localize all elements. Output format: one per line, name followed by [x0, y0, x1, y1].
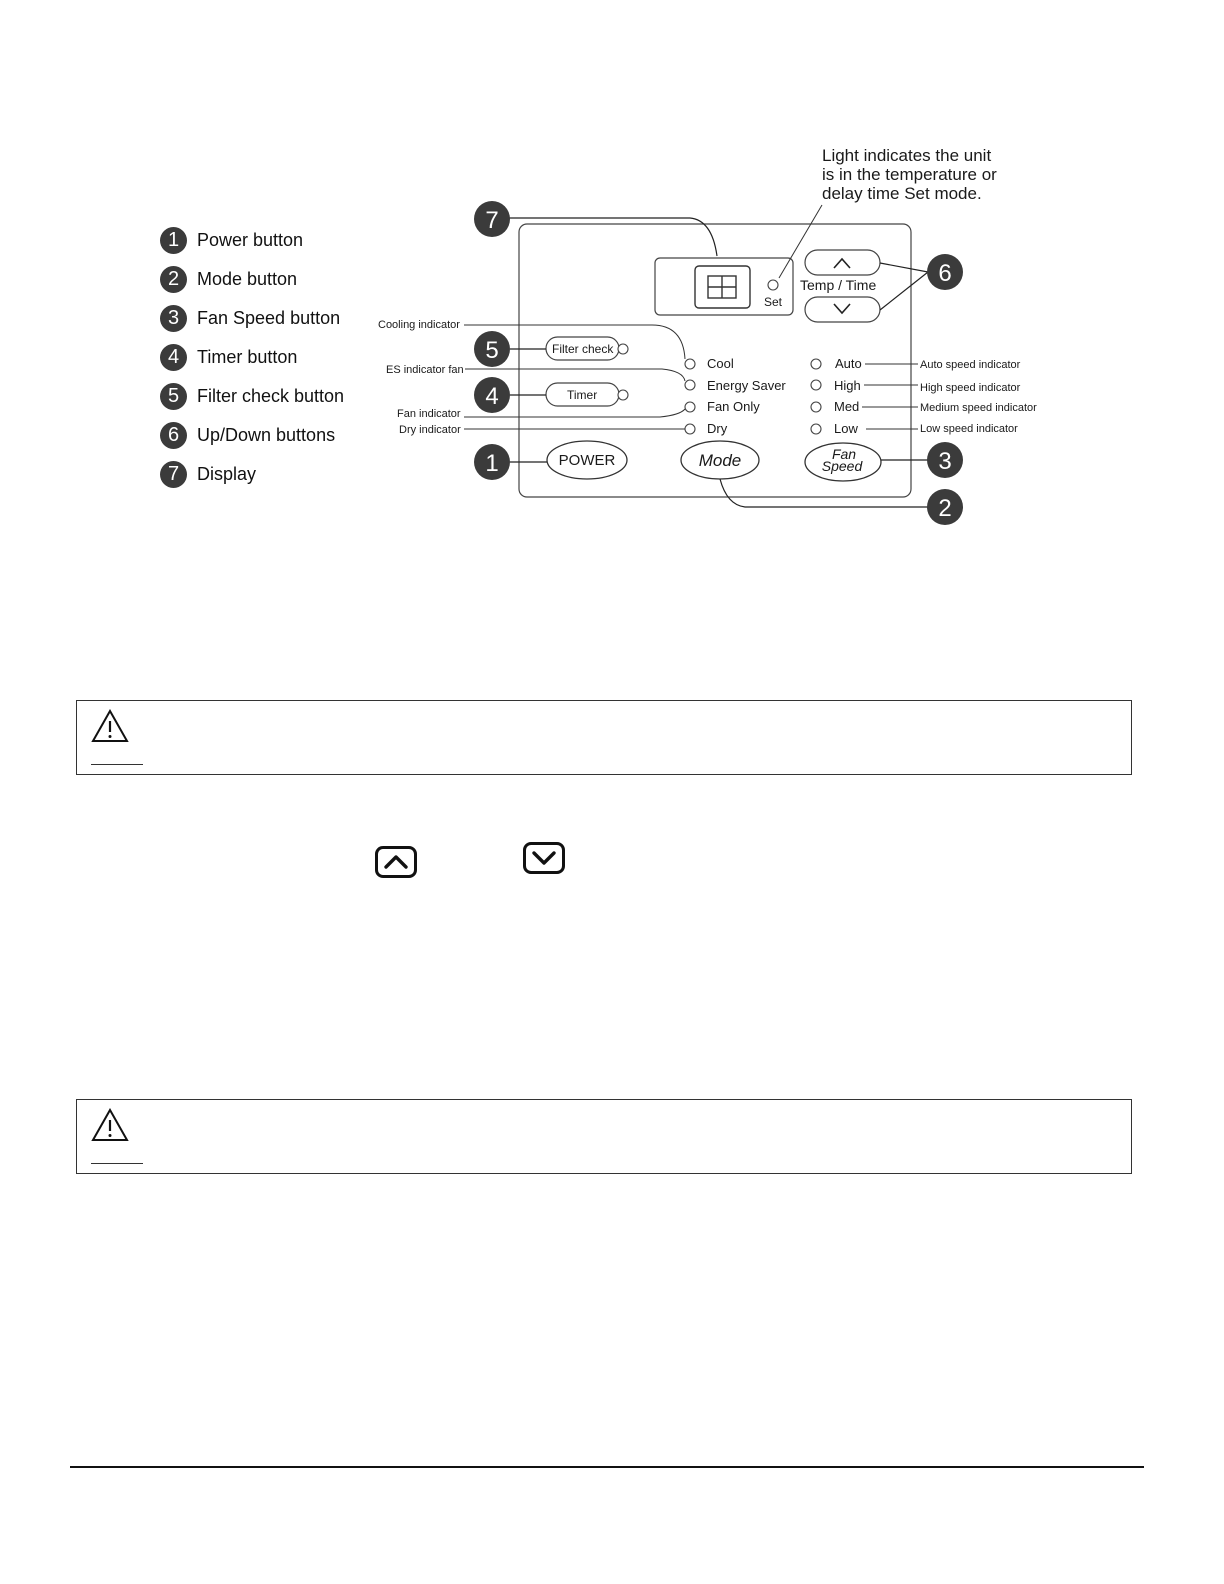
- energy-saver-indicator-led: [685, 380, 695, 390]
- chevron-down-icon: [523, 842, 565, 874]
- legend-item-timer: [160, 343, 297, 371]
- warning-triangle-icon: [91, 1108, 129, 1142]
- timer-led: [618, 390, 628, 400]
- low-speed-led: [811, 424, 821, 434]
- legend-label: Power button: [197, 229, 304, 250]
- high-speed-callout: High speed indicator: [920, 382, 1021, 394]
- legend-badge: 1: [160, 227, 187, 254]
- fan-indicator-callout: Fan indicator: [397, 408, 461, 420]
- chevron-up-icon: [375, 846, 417, 878]
- legend-badge: 7: [160, 461, 187, 488]
- svg-text:Light indicates the unit i: [822, 146, 1002, 203]
- badge-7-num: 7: [485, 207, 499, 234]
- mode-dry-label: Dry: [707, 421, 728, 436]
- temp-time-label: Temp / Time: [800, 277, 877, 293]
- legend-item-fan-speed: [160, 304, 340, 332]
- cool-indicator-led: [685, 359, 695, 369]
- speed-high-label: High: [834, 378, 861, 393]
- speed-label: Speed: [821, 458, 863, 474]
- low-speed-callout: Low speed indicator: [920, 423, 1018, 435]
- speed-med-label: Med: [834, 399, 860, 414]
- dry-indicator-callout: Dry indicator: [399, 424, 461, 436]
- note-box-1: [76, 700, 1132, 775]
- display-segments: [708, 276, 736, 298]
- legend-label: Fan Speed button: [197, 307, 341, 328]
- set-label: Set: [764, 295, 783, 309]
- speed-low-label: Low: [834, 421, 858, 436]
- mode-cool-label: Cool: [707, 356, 734, 371]
- set-indicator-led: [768, 280, 778, 290]
- legend-label: Filter check button: [197, 385, 345, 406]
- dry-indicator-led: [685, 424, 695, 434]
- warning-triangle-icon: [91, 709, 129, 743]
- es-indicator-callout: ES indicator fan: [386, 364, 464, 376]
- legend-item-display: [160, 460, 256, 488]
- badge-3-num: 3: [938, 448, 952, 475]
- footer-divider: [70, 1466, 1144, 1468]
- med-speed-led: [811, 402, 821, 412]
- legend-badge: 2: [160, 266, 187, 293]
- badge-6-num: 6: [938, 260, 952, 287]
- badge-5-num: 5: [485, 337, 499, 364]
- set-note-line-1: Light indicates the unit: [822, 146, 992, 165]
- note-underline: [91, 1163, 143, 1164]
- set-note-line-2: is in the temperature or: [822, 165, 997, 184]
- filter-check-label: Filter check: [552, 342, 614, 356]
- legend-badge: 4: [160, 344, 187, 371]
- set-note-line-3: delay time Set mode.: [822, 184, 982, 203]
- legend-label: Timer button: [197, 346, 298, 367]
- legend-item-up-down: [160, 421, 335, 449]
- auto-speed-led: [811, 359, 821, 369]
- legend-item-power: [160, 226, 303, 254]
- mode-energy-saver-label: Energy Saver: [707, 378, 786, 393]
- filter-check-led: [618, 344, 628, 354]
- down-button[interactable]: [805, 297, 880, 322]
- legend-badge: 3: [160, 305, 187, 332]
- badge-4-num: 4: [485, 383, 499, 410]
- legend-label: Display: [197, 463, 257, 484]
- note-box-2: [76, 1099, 1132, 1174]
- badge-1-num: 1: [485, 450, 499, 477]
- note-underline: [91, 764, 143, 765]
- legend-label: Mode button: [197, 268, 298, 289]
- legend-item-mode: [160, 265, 297, 293]
- legend-badge: 6: [160, 422, 187, 449]
- medium-speed-callout: Medium speed indicator: [920, 402, 1037, 414]
- speed-auto-label: Auto: [835, 356, 862, 371]
- legend-item-filter-check: [160, 382, 344, 410]
- timer-label: Timer: [567, 388, 598, 402]
- legend-label: Up/Down buttons: [197, 424, 336, 445]
- legend-badge: 5: [160, 383, 187, 410]
- badge-2-num: 2: [938, 495, 952, 522]
- auto-speed-callout: Auto speed indicator: [920, 359, 1021, 371]
- mode-fan-only-label: Fan Only: [707, 399, 760, 414]
- high-speed-led: [811, 380, 821, 390]
- fan-label: Fan: [831, 446, 857, 462]
- power-label: POWER: [558, 452, 616, 469]
- fan-only-indicator-led: [685, 402, 695, 412]
- mode-label: Mode: [698, 451, 742, 470]
- up-button[interactable]: [805, 250, 880, 275]
- cooling-indicator-callout: Cooling indicator: [378, 319, 460, 331]
